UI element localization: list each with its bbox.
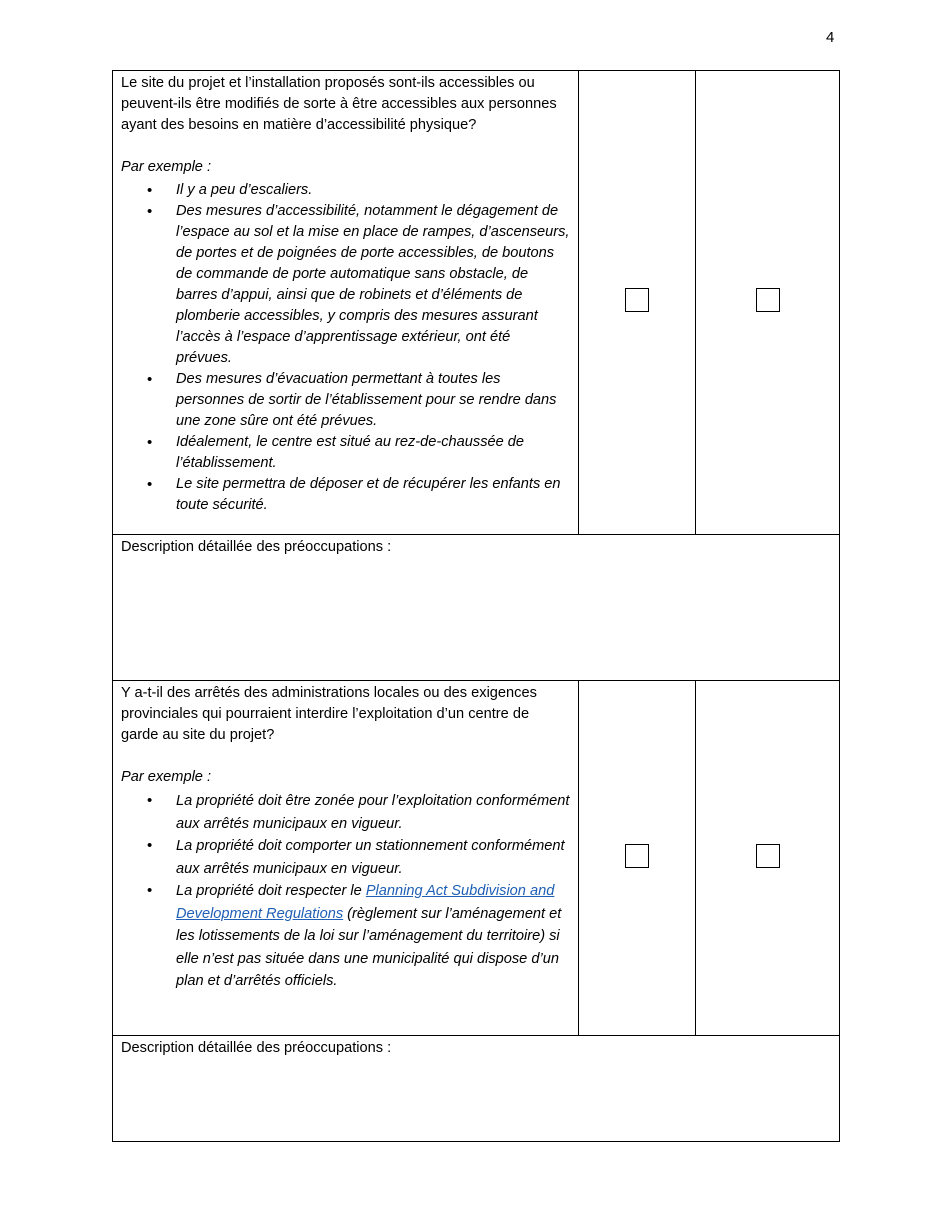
question-cell [113, 681, 579, 1036]
example-list [121, 180, 570, 516]
description-row [113, 535, 840, 681]
example-item: • Il y a peu d’escaliers. [176, 180, 570, 201]
example-item: • La propriété doit comporter un stationnement conformément aux arrêtés municipaux en vigueur. [176, 835, 570, 880]
question-row-bylaws [113, 681, 840, 1036]
answer-cell-1 [579, 681, 696, 1036]
description-field[interactable] [113, 1036, 840, 1142]
answer-cell-2 [696, 681, 840, 1036]
question-row-accessibility [113, 71, 840, 535]
description-label: Description détaillée des préoccupations : [121, 539, 392, 555]
example-item: • Idéalement, le centre est situé au rez-de-chaussée de l’établissement. [176, 432, 570, 474]
checkbox[interactable] [625, 288, 649, 312]
checkbox[interactable] [756, 288, 780, 312]
description-field[interactable] [113, 535, 840, 681]
page-number: 4 [826, 29, 835, 46]
checkbox[interactable] [756, 844, 780, 868]
question-text: Y a-t-il des arrêtés des administrations locales ou des exigences provinciales qui pourraient interdire l’exploitation d’un centre de garde au site du projet? [121, 685, 537, 743]
example-suffix: (règlement sur l’aménagement et les lotissements de la loi sur l’aménagement du territoire) si elle n’est pas située dans une municipalité qui dispose d’un plan et d’arrêtés officiels. [176, 905, 562, 989]
example-item: • Le site permettra de déposer et de récupérer les enfants en toute sécurité. [176, 474, 570, 516]
answer-cell-1 [579, 71, 696, 535]
description-label: Description détaillée des préoccupations : [121, 1040, 392, 1056]
answer-cell-2 [696, 71, 840, 535]
example-label: Par exemple : [121, 769, 212, 785]
example-list [121, 790, 570, 993]
example-item [176, 880, 570, 993]
question-cell [113, 71, 579, 535]
planning-act-link[interactable]: Planning Act Subdivision and Development Regulations [176, 883, 555, 922]
question-text: Le site du projet et l’installation proposés sont-ils accessibles ou peuvent-ils être modifiés de sorte à être accessibles aux personnes ayant des besoins en matière d’accessibilité physique? [121, 75, 557, 133]
example-item: • La propriété doit être zonée pour l’exploitation conformément aux arrêtés municipaux en vigueur. [176, 790, 570, 835]
example-label: Par exemple : [121, 159, 212, 175]
description-row [113, 1036, 840, 1142]
example-item: • Des mesures d’évacuation permettant à toutes les personnes de sortir de l’établissement pour se rendre dans une zone sûre ont été prévues. [176, 369, 570, 432]
checkbox[interactable] [625, 844, 649, 868]
example-prefix: La propriété doit respecter le [176, 883, 366, 899]
checklist-table [112, 70, 840, 1142]
example-item: • Des mesures d’accessibilité, notamment le dégagement de l’espace au sol et la mise en place de rampes, d’ascenseurs, de portes et de poignées de porte accessibles, de boutons de commande de porte automatique sans obstacle, de barres d’appui, ainsi que de robinets et d’éléments de plomberie accessibles, y compris des mesures assurant l’accès à l’espace d’apprentissage extérieur, ont été prévues. [176, 201, 570, 369]
